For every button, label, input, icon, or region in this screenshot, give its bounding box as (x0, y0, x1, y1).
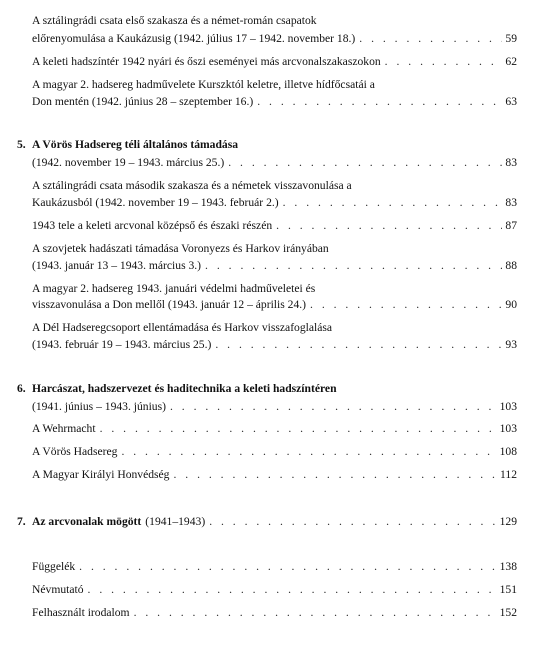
chapter-number: 7. (17, 515, 26, 528)
toc-entry (0, 94, 543, 110)
leader-dots (257, 94, 502, 110)
chapter-heading (0, 514, 543, 530)
page-number: 152 (499, 606, 517, 619)
chapter-title: Harcászat, hadszervezet és haditechnika a keleti hadszíntéren (32, 382, 337, 395)
page-number: 87 (505, 219, 517, 232)
toc-entry (0, 178, 543, 194)
entry-text: előrenyomulása a Kaukázusig (1942. július 17 – 1942. november 18.) (32, 32, 356, 45)
toc-entry (0, 54, 543, 70)
page-number: 108 (499, 445, 517, 458)
page-number: 83 (505, 196, 517, 209)
toc-entry (0, 13, 543, 29)
toc-entry (0, 281, 543, 297)
leader-dots (79, 559, 496, 575)
chapter-number: 5. (17, 138, 26, 151)
entry-text: A magyar 2. hadsereg 1943. januári védelmi hadműveletei és (32, 282, 316, 295)
appendix-entry (0, 605, 543, 621)
leader-dots (276, 218, 502, 234)
entry-text: A magyar 2. hadsereg hadművelete Kurszktól keletre, illetve hídfőcsatái a (32, 78, 375, 91)
toc-entry (0, 467, 543, 483)
entry-text: Felhasznált irodalom (32, 606, 130, 619)
entry-text: A keleti hadszíntér 1942 nyári és őszi eseményei más arcvonalszakaszokon (32, 55, 381, 68)
toc-entry (0, 320, 543, 336)
page-number: 138 (499, 560, 517, 573)
leader-dots (283, 195, 503, 211)
page-number: 93 (505, 338, 517, 351)
entry-text: Névmutató (32, 583, 84, 596)
leader-dots (359, 31, 502, 47)
entry-text: (1943. február 19 – 1943. március 25.) (32, 338, 212, 351)
page-number: 103 (499, 422, 517, 435)
leader-dots (170, 399, 497, 415)
entry-text: A sztálingrádi csata második szakasza és a németek visszavonulása a (32, 179, 352, 192)
page-number: 151 (499, 583, 517, 596)
entry-text: 1943 tele a keleti arcvonal középső és északi részén (32, 219, 273, 232)
page-number: 83 (505, 156, 517, 169)
appendix-entry (0, 582, 543, 598)
toc-entry (0, 337, 543, 353)
toc-entry (0, 77, 543, 93)
toc-entry (0, 444, 543, 460)
toc-entry (0, 258, 543, 274)
leader-dots (310, 297, 502, 313)
leader-dots (205, 258, 502, 274)
chapter-heading (0, 137, 543, 153)
chapter-dates: (1941. június – 1943. június) (32, 400, 166, 413)
entry-text: A szovjetek hadászati támadása Voronyezs és Harkov irányában (32, 242, 329, 255)
leader-dots (100, 421, 497, 437)
leader-dots (385, 54, 503, 70)
leader-dots (173, 467, 497, 483)
leader-dots (88, 582, 497, 598)
entry-text: visszavonulása a Don mellől (1943. január 12 – április 24.) (32, 298, 307, 311)
leader-dots (228, 155, 502, 171)
chapter-title: A Vörös Hadsereg téli általános támadása (32, 138, 239, 151)
page-number: 129 (499, 515, 517, 528)
appendix-entry (0, 559, 543, 575)
page-number: 59 (505, 32, 517, 45)
chapter-dates-line (0, 155, 543, 171)
toc-entry (0, 421, 543, 437)
page-number: 63 (505, 95, 517, 108)
chapter-dates: (1942. november 19 – 1943. március 25.) (32, 156, 225, 169)
entry-text: A Wehrmacht (32, 422, 96, 435)
toc-entry (0, 218, 543, 234)
chapter-heading (0, 381, 543, 397)
entry-text: Függelék (32, 560, 76, 573)
page-number: 90 (505, 298, 517, 311)
page-number: 112 (500, 468, 517, 481)
leader-dots (215, 337, 502, 353)
page-number: 103 (499, 400, 517, 413)
entry-text: (1943. január 13 – 1943. március 3.) (32, 259, 202, 272)
toc-entry (0, 31, 543, 47)
toc-entry (0, 297, 543, 313)
entry-text: A Dél Hadseregcsoport ellentámadása és Harkov visszafoglalása (32, 321, 333, 334)
chapter-number: 6. (17, 382, 26, 395)
entry-text: Don mentén (1942. június 28 – szeptember 16.) (32, 95, 254, 108)
chapter-dates: (1941–1943) (145, 515, 206, 528)
entry-text: A Magyar Királyi Honvédség (32, 468, 170, 481)
chapter-title: Az arcvonalak mögött (32, 515, 142, 528)
entry-text: Kaukázusból (1942. november 19 – 1943. február 2.) (32, 196, 279, 209)
leader-dots (121, 444, 496, 460)
page-number: 88 (505, 259, 517, 272)
leader-dots (209, 514, 496, 530)
entry-text: A sztálingrádi csata első szakasza és a német-román csapatok (32, 14, 317, 27)
page-number: 62 (505, 55, 517, 68)
chapter-dates-line (0, 399, 543, 415)
entry-text: A Vörös Hadsereg (32, 445, 118, 458)
leader-dots (134, 605, 497, 621)
toc-entry (0, 241, 543, 257)
toc-entry (0, 195, 543, 211)
